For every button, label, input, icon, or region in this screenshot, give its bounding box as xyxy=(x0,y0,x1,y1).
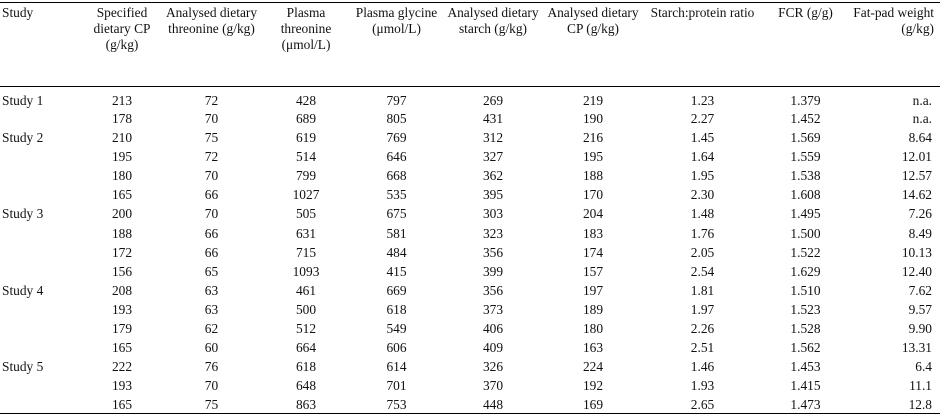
table-cell: 370 xyxy=(482,378,504,394)
table-cell: 606 xyxy=(386,340,407,356)
table-cell: 200 xyxy=(111,206,133,222)
table-cell: 303 xyxy=(482,206,504,222)
table-cell: 2.27 xyxy=(690,111,715,126)
table-cell: 8.49 xyxy=(908,225,932,241)
table-cell: n.a. xyxy=(912,111,932,126)
table-cell: 163 xyxy=(582,340,604,356)
table-cell: 1.452 xyxy=(790,111,821,126)
table-cell: 1.500 xyxy=(790,225,821,241)
study-label-cell xyxy=(0,263,82,282)
table-cell: 312 xyxy=(482,130,504,146)
table-cell: 1.45 xyxy=(690,130,715,146)
table-cell: 178 xyxy=(111,111,133,126)
table-cell: 535 xyxy=(386,187,407,203)
table-cell: 701 xyxy=(386,378,407,394)
table-cell: 172 xyxy=(111,244,133,260)
table-cell: 549 xyxy=(386,321,407,337)
table-cell: 664 xyxy=(295,340,317,356)
table-cell: 9.57 xyxy=(908,301,932,317)
table-cell: 1.76 xyxy=(690,225,715,241)
table-cell: 1.473 xyxy=(790,397,821,413)
table-cell: 70 xyxy=(204,378,219,394)
table-cell: 156 xyxy=(111,263,133,279)
table-cell: 1.528 xyxy=(790,321,821,337)
study-label-cell xyxy=(0,110,82,129)
table-cell: 63 xyxy=(204,301,219,317)
table-cell: 668 xyxy=(386,168,407,184)
table-cell: 618 xyxy=(386,301,407,317)
table-row xyxy=(0,339,940,358)
table-cell: 193 xyxy=(111,378,133,394)
table-cell: 180 xyxy=(111,168,133,184)
table-cell: 197 xyxy=(582,282,604,298)
table-cell: 1.522 xyxy=(790,244,821,260)
table-cell: 461 xyxy=(295,282,317,298)
table-cell: 395 xyxy=(482,187,504,203)
study-label-cell xyxy=(0,301,82,320)
table-cell: 646 xyxy=(386,149,407,165)
table-cell: 1.569 xyxy=(790,130,821,146)
table-cell: 1.495 xyxy=(790,206,821,222)
table-cell: 7.62 xyxy=(908,282,932,298)
table-cell: 70 xyxy=(204,168,219,184)
table-cell: 1.379 xyxy=(790,93,821,108)
table-cell: 431 xyxy=(482,111,504,126)
table-cell: 76 xyxy=(204,359,219,375)
table-cell: 863 xyxy=(295,397,317,413)
table-cell: 70 xyxy=(204,206,219,222)
table-cell: 192 xyxy=(582,378,604,394)
table-cell: 356 xyxy=(482,282,504,298)
column-header: Analysed dietary threonine (g/kg) xyxy=(165,5,258,36)
table-cell: 1.81 xyxy=(690,282,715,298)
table-cell: 66 xyxy=(204,225,219,241)
table-cell: 715 xyxy=(295,244,317,260)
column-header: Specified dietary CP (g/kg) xyxy=(93,5,151,52)
table-cell: 484 xyxy=(386,244,407,260)
study-label-cell: Study 3 xyxy=(2,206,44,222)
table-cell: 1.562 xyxy=(790,340,821,356)
table-cell: 72 xyxy=(204,149,219,165)
table-cell: 157 xyxy=(582,263,604,279)
study-label-cell: Study 4 xyxy=(2,282,44,298)
table-cell: 1.64 xyxy=(690,149,715,165)
table-cell: 8.64 xyxy=(908,130,932,146)
table-row xyxy=(0,358,940,377)
table-row xyxy=(0,244,940,263)
table-cell: 769 xyxy=(386,130,407,146)
table-cell: 1.608 xyxy=(790,187,821,203)
table-cell: 1.453 xyxy=(790,359,821,375)
table-row xyxy=(0,129,940,148)
column-header: Plasma threonine (μmol/L) xyxy=(280,5,332,52)
table-cell: 797 xyxy=(386,93,407,108)
table-row xyxy=(0,186,940,205)
table-cell: 65 xyxy=(204,263,219,279)
table-cell: 362 xyxy=(482,168,504,184)
study-label-cell xyxy=(0,167,82,186)
table-cell: 1.538 xyxy=(790,168,821,184)
column-header: Fat-pad weight (g/kg) xyxy=(853,5,934,36)
table-cell: 62 xyxy=(204,321,219,337)
study-label-cell xyxy=(0,377,82,396)
table-cell: 66 xyxy=(204,244,219,260)
table-cell: 2.26 xyxy=(690,321,715,337)
table-row xyxy=(0,110,940,129)
table-cell: 183 xyxy=(582,225,604,241)
table-row xyxy=(0,225,940,244)
study-label-cell: Study 1 xyxy=(2,93,44,108)
table-cell: 224 xyxy=(582,359,604,375)
table-cell: 689 xyxy=(295,111,317,126)
table-cell: 165 xyxy=(111,397,133,413)
table-row xyxy=(0,301,940,320)
table-cell: 448 xyxy=(482,397,504,413)
table-cell: 180 xyxy=(582,321,604,337)
table-cell: 222 xyxy=(111,359,133,375)
table-cell: 2.65 xyxy=(690,397,715,413)
table-cell: 14.62 xyxy=(901,187,932,203)
table-cell: 6.4 xyxy=(915,359,932,375)
table-cell: 500 xyxy=(295,301,317,317)
table-cell: 409 xyxy=(482,340,504,356)
column-header: Analysed dietary CP (g/kg) xyxy=(547,5,639,36)
table-cell: 514 xyxy=(295,149,317,165)
table-cell: 75 xyxy=(204,397,219,413)
column-header: Starch:protein ratio xyxy=(650,5,755,20)
table-row xyxy=(0,282,940,301)
table-cell: 1.559 xyxy=(790,149,821,165)
table-cell: 10.13 xyxy=(901,244,932,260)
table-cell: 323 xyxy=(482,225,504,241)
table-cell: 72 xyxy=(204,93,219,108)
table-cell: 614 xyxy=(386,359,407,375)
table-cell: 269 xyxy=(482,93,504,108)
table-cell: 170 xyxy=(582,187,604,203)
table-cell: 669 xyxy=(386,282,407,298)
table-cell: 1.97 xyxy=(690,301,715,317)
table-cell: 356 xyxy=(482,244,504,260)
study-label-cell: Study 5 xyxy=(2,359,44,375)
study-label-cell: Study 2 xyxy=(2,130,44,146)
table-row xyxy=(0,396,940,415)
table-cell: 648 xyxy=(295,378,317,394)
table-cell: 189 xyxy=(582,301,604,317)
table-cell: 428 xyxy=(295,93,317,108)
table-cell: 799 xyxy=(295,168,317,184)
table-cell: 1.510 xyxy=(790,282,821,298)
table-cell: 195 xyxy=(111,149,133,165)
table-cell: 210 xyxy=(111,130,133,146)
table-cell: 190 xyxy=(582,111,604,126)
table-cell: 2.51 xyxy=(690,340,715,356)
table-cell: 631 xyxy=(295,225,317,241)
table-cell: 753 xyxy=(386,397,407,413)
table-row xyxy=(0,148,940,167)
table-row xyxy=(0,377,940,396)
table-cell: 1.95 xyxy=(690,168,715,184)
table-row xyxy=(0,167,940,186)
table-cell: 1.23 xyxy=(690,93,715,108)
column-header: Plasma glycine (μmol/L) xyxy=(355,5,438,36)
table-cell: 505 xyxy=(295,206,317,222)
table-cell: 216 xyxy=(582,130,604,146)
study-label-cell xyxy=(0,186,82,205)
table-cell: 174 xyxy=(582,244,604,260)
table-cell: 204 xyxy=(582,206,604,222)
table-cell: 406 xyxy=(482,321,504,337)
study-label-cell xyxy=(0,396,82,415)
table-cell: 195 xyxy=(582,149,604,165)
table-cell: 618 xyxy=(295,359,317,375)
table-cell: 619 xyxy=(295,130,317,146)
table-cell: 169 xyxy=(582,397,604,413)
table-row xyxy=(0,87,940,110)
table-cell: 1.523 xyxy=(790,301,821,317)
table-cell: 581 xyxy=(386,225,407,241)
table-cell: 1093 xyxy=(292,263,320,279)
study-label-cell xyxy=(0,320,82,339)
table-cell: 7.26 xyxy=(908,206,932,222)
table-cell: 213 xyxy=(111,93,133,108)
table-cell: 188 xyxy=(582,168,604,184)
study-label-cell xyxy=(0,339,82,358)
table-cell: 75 xyxy=(204,130,219,146)
table-cell: 1027 xyxy=(292,187,320,203)
study-label-cell xyxy=(0,148,82,167)
study-label-cell xyxy=(0,225,82,244)
table-cell: 1.48 xyxy=(690,206,715,222)
table-cell: 399 xyxy=(482,263,504,279)
table-cell: 1.46 xyxy=(690,359,715,375)
table-cell: n.a. xyxy=(912,93,932,108)
table-cell: 70 xyxy=(204,111,219,126)
table-cell: 208 xyxy=(111,282,133,298)
table-cell: 415 xyxy=(386,263,407,279)
table-cell: 165 xyxy=(111,340,133,356)
table-cell: 12.40 xyxy=(901,263,932,279)
table-cell: 66 xyxy=(204,187,219,203)
table-cell: 1.629 xyxy=(790,263,821,279)
table-body xyxy=(0,87,940,416)
table-cell: 12.8 xyxy=(908,397,932,413)
table-cell: 165 xyxy=(111,187,133,203)
table-row xyxy=(0,205,940,224)
column-header: Study xyxy=(2,5,34,20)
table-cell: 2.54 xyxy=(690,263,715,279)
table-row xyxy=(0,320,940,339)
table-cell: 1.415 xyxy=(790,378,821,394)
table-row xyxy=(0,263,940,282)
study-label-cell xyxy=(0,244,82,263)
table-cell: 63 xyxy=(204,282,219,298)
table-cell: 2.30 xyxy=(690,187,715,203)
table-cell: 2.05 xyxy=(690,244,715,260)
column-header: Analysed dietary starch (g/kg) xyxy=(447,5,539,36)
table-cell: 1.93 xyxy=(690,378,715,394)
table-cell: 12.01 xyxy=(901,149,932,165)
table-cell: 11.1 xyxy=(909,378,932,394)
table-cell: 12.57 xyxy=(901,168,932,184)
table-cell: 327 xyxy=(482,149,504,165)
table-cell: 512 xyxy=(295,321,317,337)
table-cell: 193 xyxy=(111,301,133,317)
table-cell: 13.31 xyxy=(901,340,932,356)
table-cell: 219 xyxy=(582,93,604,108)
table-cell: 60 xyxy=(204,340,219,356)
table-cell: 373 xyxy=(482,301,504,317)
table-cell: 675 xyxy=(386,206,407,222)
table-cell: 179 xyxy=(111,321,133,337)
table-cell: 326 xyxy=(482,359,504,375)
table-cell: 805 xyxy=(386,111,407,126)
table-header-row xyxy=(0,0,940,87)
table-cell: 188 xyxy=(111,225,133,241)
column-header: FCR (g/g) xyxy=(778,5,833,20)
table-cell: 9.90 xyxy=(908,321,932,337)
